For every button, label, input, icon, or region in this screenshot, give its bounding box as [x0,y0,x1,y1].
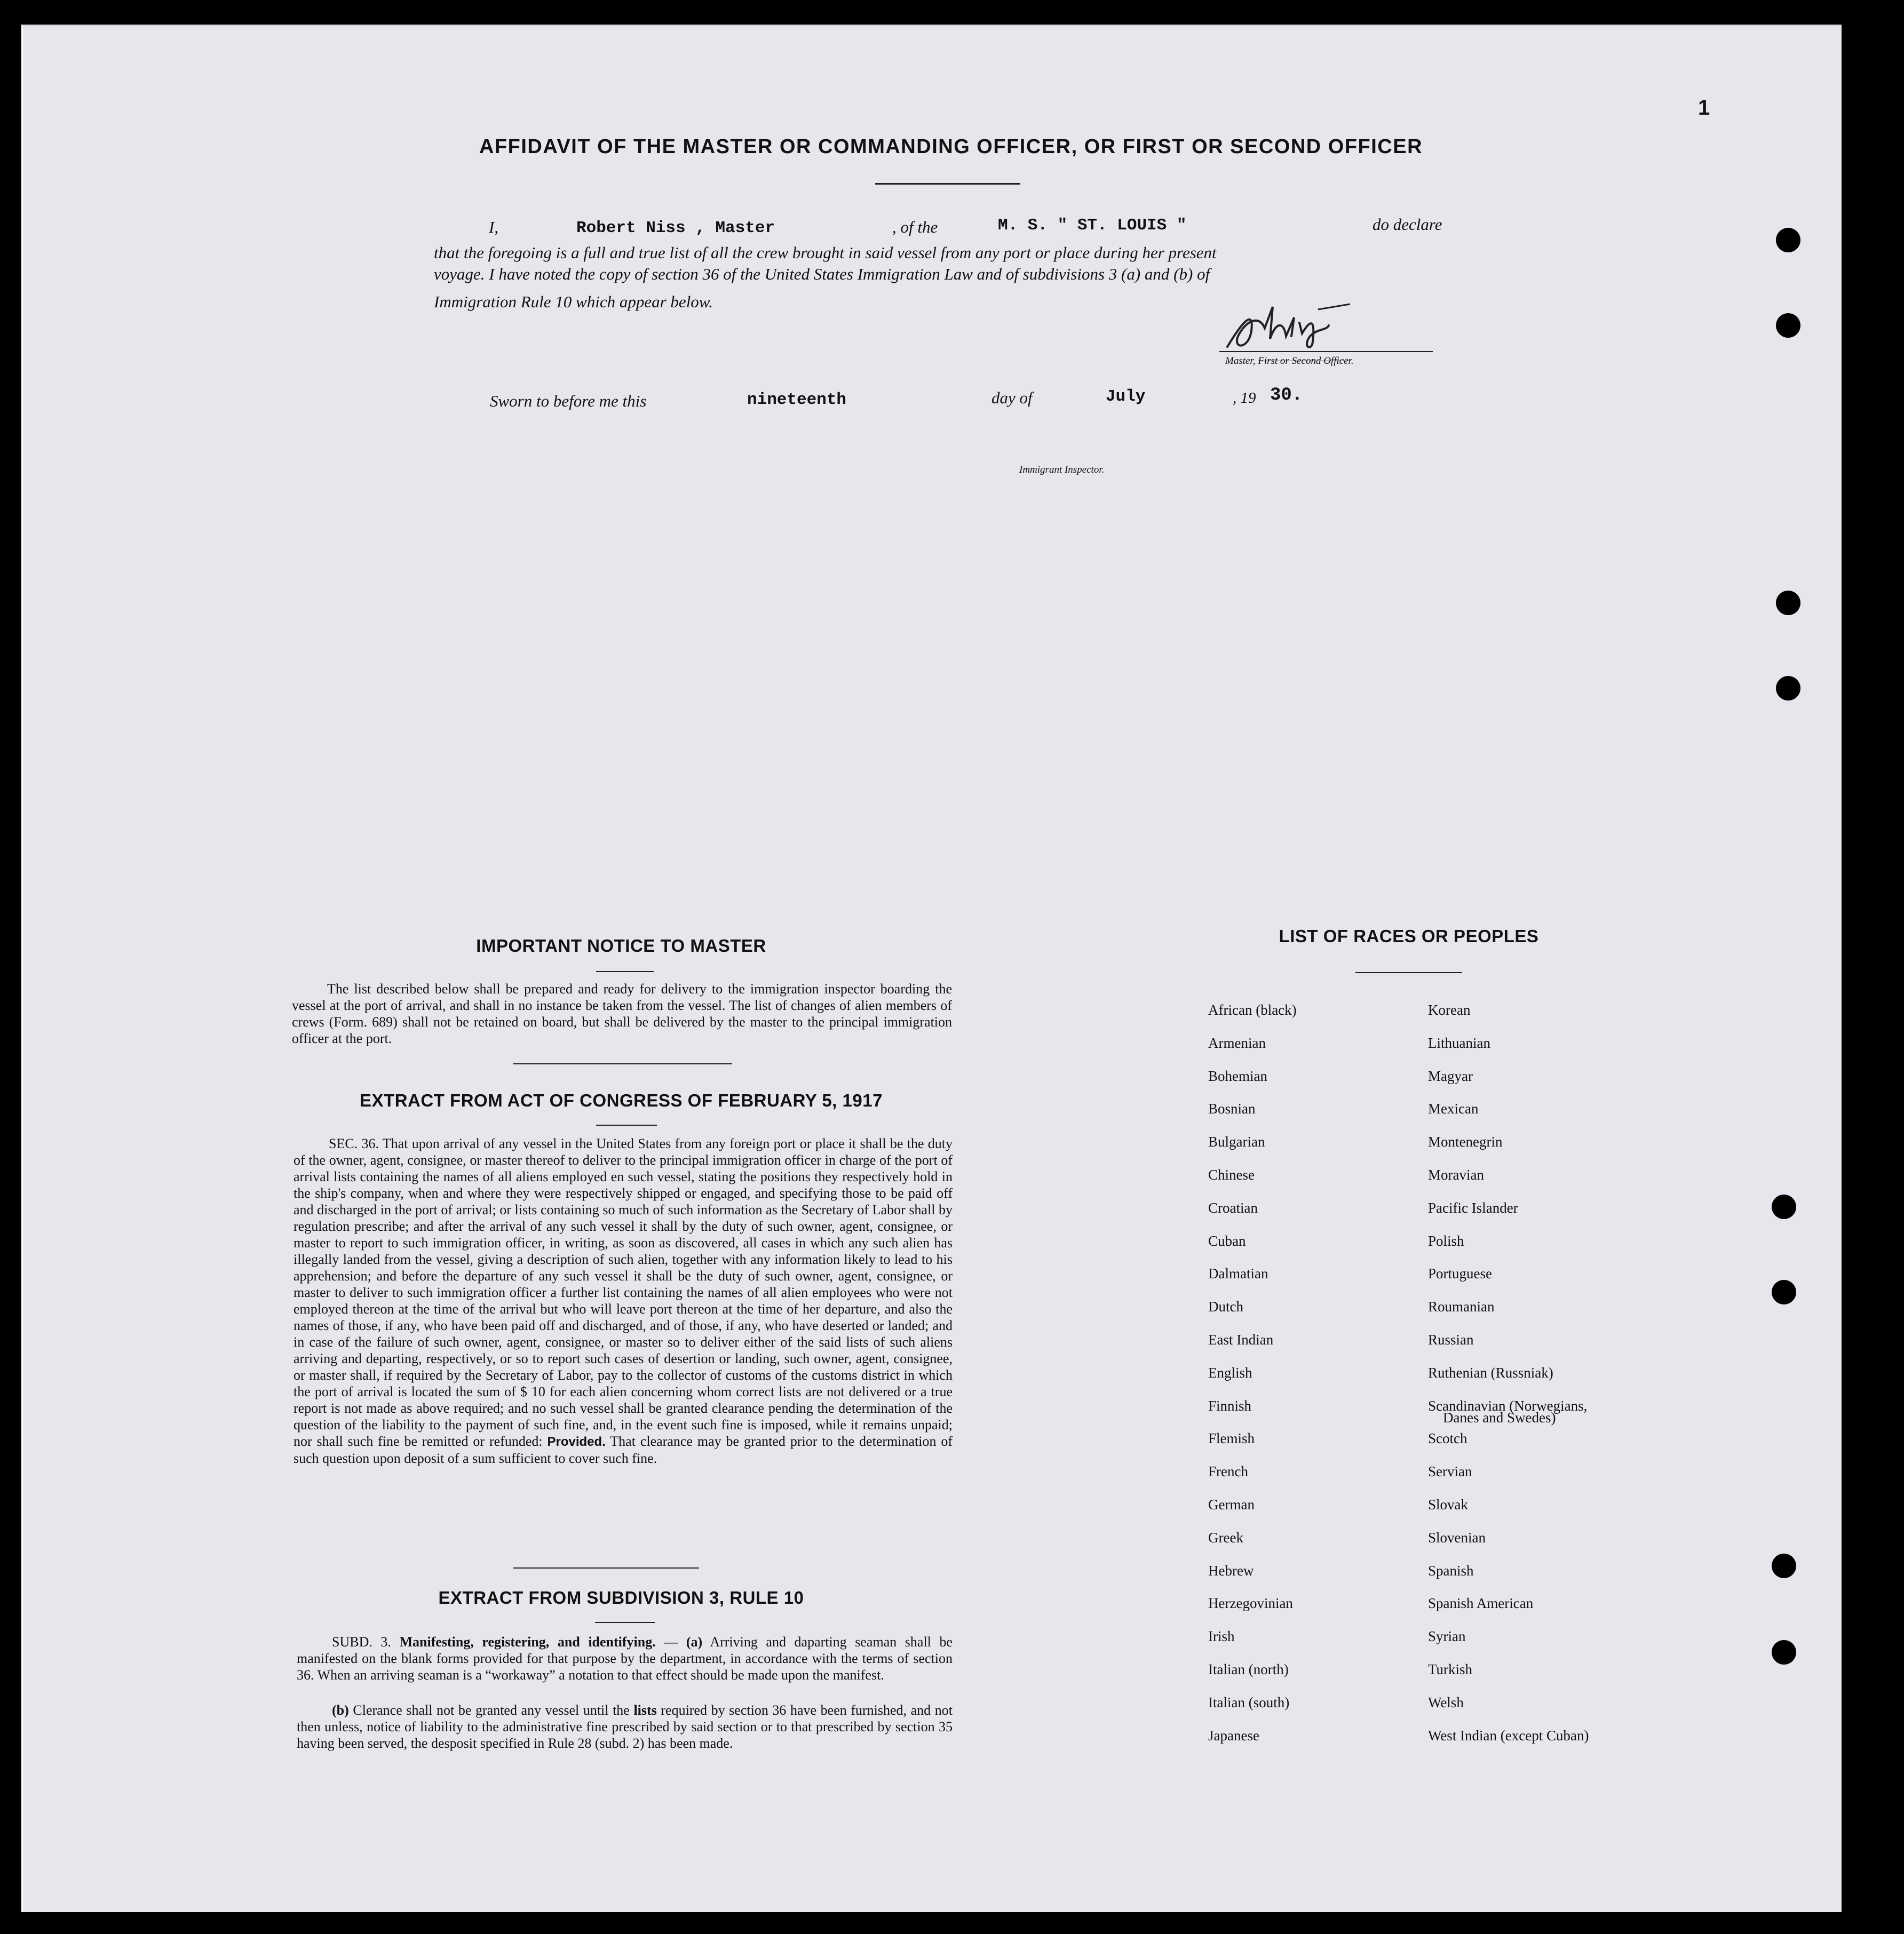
race-item: Russian [1428,1332,1474,1348]
race-item: Japanese [1208,1727,1259,1744]
subd-label: SUBD. 3. [332,1634,391,1650]
race-item: Croatian [1208,1199,1258,1216]
race-item: Irish [1208,1628,1235,1645]
race-item: Scotch [1428,1430,1467,1447]
binder-hole [1776,313,1800,338]
sworn-month: July [1106,387,1146,406]
act-separator [513,1567,699,1569]
race-item: Polish [1428,1232,1464,1249]
race-item: English [1208,1364,1252,1381]
act-section-36: SEC. 36. That upon arrival of any vessel in the United States from any foreign port or place it shall be the duty of the owner, agent, consignee, or master thereof to deliver to the principal immigration officer in charge of the port of arrival lists containing the names of all aliens employed en such vessel, stating the positions they respectively hold in the ship's company, when and where they were respectively shipped or engaged, and specifying those to be paid off and discharged in the port of arrival; or lists containing so much of such information as the Secretary of Labor shall by regulation prescribe; and after the arrival of any such vessel it shall by the duty of such owner, agent, consignee, or master to report to such immigration officer, in writing, as soon as discovered, all cases in which any such alien has illegally landed from the vessel, giving a description of such alien, together with any information likely to lead to his apprehension; and before the departure of any such vessel it shall be the duty of such owner, agent, consignee, or master to deliver to such immigration officer a further list containing the names of all alien employees who were not employed thereon at the time of the arrival but who will leave port thereon at the time of her departure, and also the names of those, if any, who have been paid off and discharged, and of those, if any, who have deserted or landed; and in case of the failure of such owner, agent, consignee, or master so to deliver either of the said lists of such aliens arriving and departing, respectively, or so to report such cases of desertion or landing, such owner, agent, consignee, or master shall, if required by the Secretary of Labor, pay to the collector of customs of the customs district in which the port of arrival is located the sum of $ 10 for each alien concerning whom correct lists are not delivered or a true report is not made as above required; and no such vessel shall be granted clearance pending the determination of the question of the liability to the payment of such fine, and, in the event such fine is imposed, while it remains unpaid; nor shall such fine be remitted or refunded: [293,1136,953,1449]
race-item: Cuban [1208,1232,1246,1249]
subd-heading: Manifesting, registering, and identifying. [399,1634,656,1650]
race-item-scandinavian-cont: Danes and Swedes) [1443,1410,1556,1426]
race-item: Moravian [1428,1167,1484,1183]
subd-dash: — [664,1634,678,1650]
binder-hole [1776,676,1800,701]
race-item: Armenian [1208,1034,1266,1051]
subd-b-label: (b) [332,1702,349,1718]
race-item: Lithuanian [1428,1034,1490,1051]
master-signature [1222,299,1382,357]
race-item: Chinese [1208,1167,1255,1183]
race-item: Dutch [1208,1299,1243,1315]
subd-b-body-2: required by section 36 have been furnished, and not then unless, notice of liability to the administrative fine prescribed by said section or to that prescribed by section 35 having been served, the desposit specified in Rule 28 (subd. 2) has been made. [297,1702,953,1751]
race-item: Italian (north) [1208,1661,1289,1677]
race-item: West Indian (except Cuban) [1428,1727,1589,1744]
binder-hole [1776,591,1800,615]
race-item: Mexican [1428,1101,1479,1117]
race-item: Finnish [1208,1397,1252,1414]
notice-separator [513,1063,732,1064]
act-text [293,1135,953,1467]
rule-title: EXTRACT FROM SUBDIVISION 3, RULE 10 [438,1588,804,1607]
notice-text: The list described below shall be prepared and ready for delivery to the immigration inspector boarding the vessel at the port of arrival, and shall in no instance be taken from the vessel. The list of changes of alien members of crews (Form. 689) shall not be retained on board, but shall be delivered by the master to the principal immigration officer at the port. [292,981,952,1046]
race-item: Bulgarian [1208,1134,1265,1150]
year-prefix: , 19 [1233,389,1256,407]
race-item: Dalmatian [1208,1266,1268,1282]
notice-title: IMPORTANT NOTICE TO MASTER [476,936,766,956]
act-title-rule [596,1125,657,1126]
affidavit-of-the: , of the [892,218,938,236]
subd-b-body-1: Clerance shall not be granted any vessel until the [353,1702,630,1718]
act-text-end: That clearance may be granted prior to the determination of such question upon deposit of a sum sufficient to cover such fine. [293,1434,953,1466]
binder-hole [1772,1640,1796,1665]
affidavit-line-3: voyage. I have noted the copy of section 36 of the United States Immigration Law and of subdivisions 3 (a) and (b) of [434,265,1210,283]
vessel-name: M. S. " ST. LOUIS " [998,216,1187,235]
act-provided: Provided. [547,1435,606,1449]
race-item: French [1208,1463,1248,1480]
rule-title-rule [595,1622,655,1623]
page-number: 1 [1698,96,1710,120]
race-item: Slovenian [1428,1529,1486,1546]
binder-hole [1776,228,1800,252]
race-item: Turkish [1428,1661,1473,1677]
immigrant-inspector-caption: Immigrant Inspector. [1019,464,1105,475]
race-item: Magyar [1428,1068,1473,1084]
notice-title-rule [596,971,654,972]
race-item: East Indian [1208,1332,1274,1348]
race-item: Korean [1428,1002,1471,1018]
race-item: Spanish [1428,1562,1474,1579]
binder-hole [1772,1195,1796,1219]
race-item: Portuguese [1428,1266,1492,1282]
subd-b-lists: lists [633,1702,657,1718]
race-item: Servian [1428,1463,1472,1480]
sworn-year: 30. [1270,385,1303,405]
race-item: Welsh [1428,1694,1464,1710]
signature-line [1219,351,1433,352]
day-of-label: day of [991,388,1033,407]
act-title: EXTRACT FROM ACT OF CONGRESS OF FEBRUARY 5, 1917 [360,1091,883,1110]
sworn-day: nineteenth [747,391,847,409]
affidavit-title: AFFIDAVIT OF THE MASTER OR COMMANDING OFFICER, OR FIRST OR SECOND OFFICER [479,136,1423,158]
race-item: Ruthenian (Russniak) [1428,1364,1553,1381]
race-item: German [1208,1497,1255,1513]
document-page [21,25,1842,1912]
race-item: Scandinavian (Norwegians, [1428,1397,1588,1414]
subd-a-body: Arriving and daparting seaman shall be manifested on the blank forms provided for that purpose by the department, in accordance with the terms of section 36. When an arriving seaman is a “workaway” a notation to that effect should be made upon the manifest. [297,1634,953,1683]
race-item: Bohemian [1208,1068,1267,1084]
races-title: LIST OF RACES OR PEOPLES [1279,926,1539,946]
binder-hole [1772,1554,1796,1578]
race-item: Slovak [1428,1497,1469,1513]
race-item: Montenegrin [1428,1134,1503,1150]
race-item: Bosnian [1208,1101,1256,1117]
races-title-rule [1355,972,1462,973]
affidavit-line-2: that the foregoing is a full and true list of all the crew brought in said vessel from any port or place during her present [434,243,1217,262]
caption-period: . [1351,355,1354,367]
race-item: Roumanian [1428,1299,1495,1315]
race-item: Greek [1208,1529,1243,1546]
race-item: Spanish American [1428,1595,1534,1612]
master-name: Robert Niss , Master [576,219,775,237]
subd-b-text [297,1702,953,1752]
race-item: Syrian [1428,1628,1466,1645]
signature-caption [1225,355,1354,367]
subd-a-label: (a) [686,1634,703,1650]
affidavit-line-4: Immigration Rule 10 which appear below. [434,292,713,311]
affidavit-i: I, [489,218,499,236]
race-item: Italian (south) [1208,1694,1290,1710]
race-item: Flemish [1208,1430,1255,1447]
subd-a-text [297,1634,953,1683]
race-item: African (black) [1208,1002,1297,1018]
race-item: Hebrew [1208,1562,1254,1579]
affidavit-do-declare: do declare [1373,215,1442,234]
race-item: Pacific Islander [1428,1199,1518,1216]
sworn-label: Sworn to before me this [490,392,647,410]
caption-master: Master, [1225,355,1256,367]
binder-hole [1772,1280,1796,1304]
title-underline [875,183,1020,185]
caption-first-second-officer: First or Second Officer [1258,355,1351,367]
race-item: Herzegovinian [1208,1595,1293,1612]
